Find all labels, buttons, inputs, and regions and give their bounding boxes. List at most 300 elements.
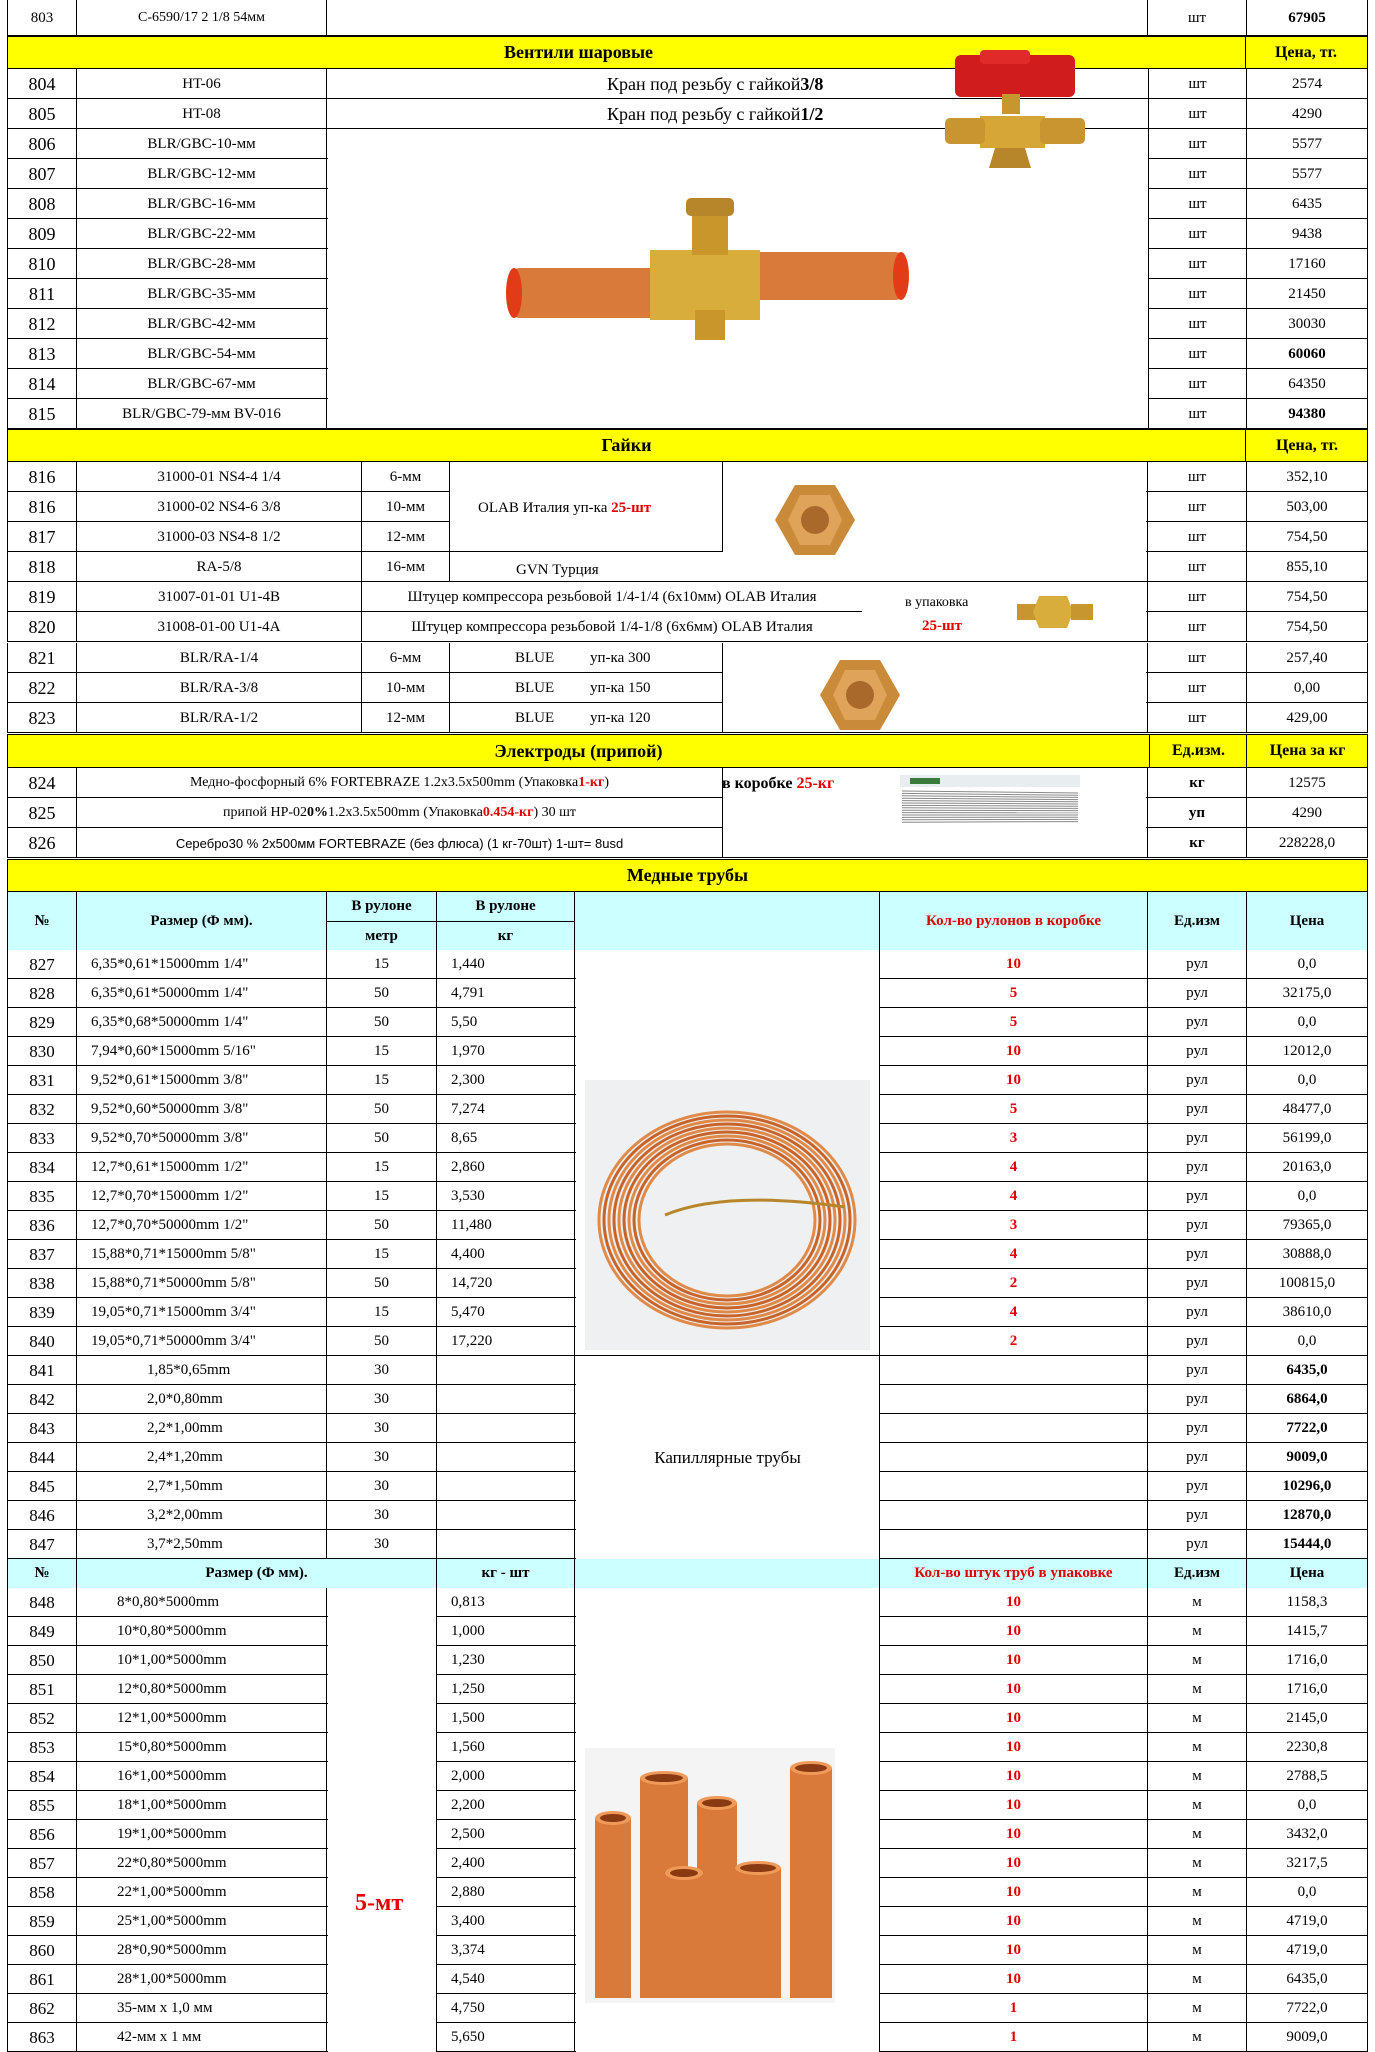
item-code: BLR/RA-3/8 xyxy=(77,673,362,703)
weight-kg xyxy=(437,1530,575,1559)
length-m: 50 xyxy=(327,979,437,1008)
price: 352,10 xyxy=(1247,462,1368,492)
row-number: 852 xyxy=(7,1704,77,1733)
row-number: 851 xyxy=(7,1675,77,1704)
item-code: BLR/GBC-54-мм xyxy=(77,339,327,369)
rolls-per-box: 10 xyxy=(880,1066,1148,1095)
row-number: 812 xyxy=(7,309,77,339)
table-row xyxy=(7,673,1368,703)
price: 32175,0 xyxy=(1247,979,1368,1008)
price-header: Цена, тг. xyxy=(1245,37,1366,68)
price: 4719,0 xyxy=(1247,1907,1368,1936)
kg-header: кг - шт xyxy=(437,1559,575,1588)
weight-kg xyxy=(437,1356,575,1385)
row-number: 831 xyxy=(7,1066,77,1095)
brazing-rods-image xyxy=(900,775,1080,825)
weight-kg: 1,230 xyxy=(437,1646,575,1675)
weight-kg: 1,560 xyxy=(437,1733,575,1762)
price: 10296,0 xyxy=(1247,1472,1368,1501)
item-code: HT-06 xyxy=(77,69,327,99)
item-code: 31000-01 NS4-4 1/4 xyxy=(77,462,362,492)
pack-qty: 25-шт xyxy=(922,618,962,635)
length-m: 30 xyxy=(327,1501,437,1530)
row-number: 842 xyxy=(7,1385,77,1414)
price: 6435,0 xyxy=(1247,1356,1368,1385)
row-number: 807 xyxy=(7,159,77,189)
item-description xyxy=(327,0,1148,36)
pack-qty: 25-шт xyxy=(611,500,651,516)
fitting-image xyxy=(1015,592,1095,632)
item-code: BLR/RA-1/2 xyxy=(77,703,362,733)
row-number: 828 xyxy=(7,979,77,1008)
row-number: 847 xyxy=(7,1530,77,1559)
tube-size: 16*1,00*5000mm xyxy=(77,1762,327,1791)
unit: рул xyxy=(1148,1530,1247,1559)
row-number: 849 xyxy=(7,1617,77,1646)
row-number: 845 xyxy=(7,1472,77,1501)
row-number: 808 xyxy=(7,189,77,219)
box-label: в коробке 25-кг xyxy=(722,775,834,793)
row-number: 862 xyxy=(7,1994,77,2023)
desc-text: Кран под резьбу с гайкой xyxy=(607,104,800,125)
unit: уп xyxy=(1148,798,1247,828)
rolls-per-box: 5 xyxy=(880,979,1148,1008)
unit: рул xyxy=(1148,1008,1247,1037)
price: 3217,5 xyxy=(1247,1849,1368,1878)
price: 7722,0 xyxy=(1247,1414,1368,1443)
price: 1716,0 xyxy=(1247,1646,1368,1675)
unit: рул xyxy=(1148,1153,1247,1182)
weight-kg: 5,470 xyxy=(437,1298,575,1327)
unit: шт xyxy=(1148,643,1247,673)
merged-cell xyxy=(328,1588,436,2052)
unit: шт xyxy=(1148,0,1247,36)
price: 0,00 xyxy=(1247,673,1368,703)
length-m: 15 xyxy=(327,950,437,979)
item-code: BLR/GBC-22-мм xyxy=(77,219,327,249)
weight-kg: 3,530 xyxy=(437,1182,575,1211)
copper-pipes-image xyxy=(585,1748,835,2003)
weight-kg: 14,720 xyxy=(437,1269,575,1298)
weight-kg xyxy=(437,1472,575,1501)
length-m: 15 xyxy=(327,1153,437,1182)
merged-cell xyxy=(723,643,1146,732)
weight-kg: 4,540 xyxy=(437,1965,575,1994)
row-number: 861 xyxy=(7,1965,77,1994)
price: 56199,0 xyxy=(1247,1124,1368,1153)
qty-per-pack: 1 xyxy=(880,1994,1148,2023)
weight-kg: 7,274 xyxy=(437,1095,575,1124)
unit: рул xyxy=(1148,1124,1247,1153)
row-number: 825 xyxy=(7,798,77,828)
length-m: 30 xyxy=(327,1356,437,1385)
tube-size: 28*0,90*5000mm xyxy=(77,1936,327,1965)
brand-cell xyxy=(450,643,723,673)
row-number: 843 xyxy=(7,1414,77,1443)
brand: BLUE xyxy=(515,710,590,727)
weight-kg: 1,000 xyxy=(437,1617,575,1646)
unit: рул xyxy=(1148,1240,1247,1269)
tube-size: 8*0,80*5000mm xyxy=(77,1588,327,1617)
item-code: BLR/GBC-67-мм xyxy=(77,369,327,399)
unit: м xyxy=(1148,1820,1247,1849)
copper-coil-image xyxy=(585,1080,870,1350)
kg-header xyxy=(437,892,575,950)
unit: м xyxy=(1148,1936,1247,1965)
section-title: Медные трубы xyxy=(8,860,1367,891)
size: 10-мм xyxy=(362,673,450,703)
hand-valve-image xyxy=(940,50,1100,180)
price: 12870,0 xyxy=(1247,1501,1368,1530)
section-header-nuts xyxy=(7,429,1368,462)
tube-size: 12*0,80*5000mm xyxy=(77,1675,327,1704)
unit: шт xyxy=(1148,279,1247,309)
weight-kg: 3,400 xyxy=(437,1907,575,1936)
price: 30030 xyxy=(1247,309,1368,339)
table-row xyxy=(7,643,1368,673)
price: 0,0 xyxy=(1247,1008,1368,1037)
price: 100815,0 xyxy=(1247,1269,1368,1298)
unit: шт xyxy=(1148,552,1247,582)
row-number: 824 xyxy=(7,768,77,798)
row-number: 814 xyxy=(7,369,77,399)
weight-kg: 5,650 xyxy=(437,2023,575,2052)
price: 17160 xyxy=(1247,249,1368,279)
unit: рул xyxy=(1148,979,1247,1008)
tube-size: 10*1,00*5000mm xyxy=(77,1646,327,1675)
unit-header: Ед.изм. xyxy=(1149,735,1247,767)
weight-kg: 1,970 xyxy=(437,1037,575,1066)
tube-size: 19,05*0,71*50000mm 3/4" xyxy=(77,1327,327,1356)
table-row xyxy=(7,828,1368,858)
tube-size: 6,35*0,61*50000mm 1/4" xyxy=(77,979,327,1008)
size: 6-мм xyxy=(362,643,450,673)
row-number: 832 xyxy=(7,1095,77,1124)
unit: шт xyxy=(1148,703,1247,733)
price: 1716,0 xyxy=(1247,1675,1368,1704)
flare-nut-image xyxy=(815,655,895,725)
price: 2788,5 xyxy=(1247,1762,1368,1791)
item-description: Медно-фосфорный 6% FORTEBRAZE 1.2x3.5x500mm (Упаковка 1-кг ) xyxy=(77,768,723,798)
qty-per-pack: 10 xyxy=(880,1849,1148,1878)
qty-per-pack: 10 xyxy=(880,1791,1148,1820)
unit: м xyxy=(1148,2023,1247,2052)
row-number: 863 xyxy=(7,2023,77,2052)
weight-kg: 11,480 xyxy=(437,1211,575,1240)
tube-size: 2,4*1,20mm xyxy=(77,1443,327,1472)
pack-qty: 0.454-кг xyxy=(483,805,534,821)
meter-header xyxy=(327,892,437,950)
brand-cell xyxy=(450,673,723,703)
row-number: 844 xyxy=(7,1443,77,1472)
row-number: 858 xyxy=(7,1878,77,1907)
weight-kg: 4,791 xyxy=(437,979,575,1008)
price: 0,0 xyxy=(1247,950,1368,979)
unit-header: Ед.изм xyxy=(1148,892,1247,950)
tube-size: 2,2*1,00mm xyxy=(77,1414,327,1443)
length-m: 30 xyxy=(327,1530,437,1559)
rolls-per-box xyxy=(880,1443,1148,1472)
size: 12-мм xyxy=(362,522,450,552)
price: 754,50 xyxy=(1247,582,1368,612)
price-header: Цена xyxy=(1247,892,1368,950)
weight-kg: 2,000 xyxy=(437,1762,575,1791)
unit-header: Ед.изм xyxy=(1148,1559,1247,1588)
pack: уп-ка 120 xyxy=(590,710,651,727)
rolls-per-box: 3 xyxy=(880,1124,1148,1153)
image-header xyxy=(575,892,880,950)
item-description: Штуцер компрессора резьбовой 1/4-1/4 (6x10мм) OLAB Италия xyxy=(362,582,862,612)
unit: шт xyxy=(1148,219,1247,249)
unit: рул xyxy=(1148,1472,1247,1501)
row-number: 836 xyxy=(7,1211,77,1240)
price: 3432,0 xyxy=(1247,1820,1368,1849)
price-header: Цена, тг. xyxy=(1245,430,1368,461)
unit: шт xyxy=(1148,673,1247,703)
qty-per-pack: 10 xyxy=(880,1704,1148,1733)
tube-size: 12,7*0,70*15000mm 1/2" xyxy=(77,1182,327,1211)
price: 6435 xyxy=(1247,189,1368,219)
tube-size: 42-мм х 1 мм xyxy=(77,2023,327,2052)
rolls-per-box: 2 xyxy=(880,1269,1148,1298)
tube-size: 25*1,00*5000mm xyxy=(77,1907,327,1936)
price-header: Цена xyxy=(1247,1559,1368,1588)
tube-size: 1,85*0,65mm xyxy=(77,1356,327,1385)
section-header-electrodes xyxy=(7,734,1368,768)
item-code: BLR/GBC-16-мм xyxy=(77,189,327,219)
weight-kg: 2,860 xyxy=(437,1153,575,1182)
qty-per-pack: 10 xyxy=(880,1762,1148,1791)
unit: м xyxy=(1148,1588,1247,1617)
in-roll-label: В рулоне xyxy=(437,892,574,922)
price: 67905 xyxy=(1247,0,1368,36)
merged-cell xyxy=(862,583,1146,641)
size: 12-мм xyxy=(362,703,450,733)
row-number: 834 xyxy=(7,1153,77,1182)
percent: 0% xyxy=(307,805,328,821)
row-number: 841 xyxy=(7,1356,77,1385)
price: 12575 xyxy=(1247,768,1368,798)
tube-size: 10*0,80*5000mm xyxy=(77,1617,327,1646)
tube-size: 15,88*0,71*15000mm 5/8" xyxy=(77,1240,327,1269)
unit: рул xyxy=(1148,1327,1247,1356)
unit: м xyxy=(1148,1646,1247,1675)
price: 30888,0 xyxy=(1247,1240,1368,1269)
price: 503,00 xyxy=(1247,492,1368,522)
tube-size: 22*0,80*5000mm xyxy=(77,1849,327,1878)
tube-size: 9,52*0,60*50000mm 3/8" xyxy=(77,1095,327,1124)
row-number: 860 xyxy=(7,1936,77,1965)
row-number: 837 xyxy=(7,1240,77,1269)
item-code: BLR/GBC-12-мм xyxy=(77,159,327,189)
capillary-label: Капиллярные трубы xyxy=(576,1356,879,1559)
qty-per-pack: 10 xyxy=(880,1907,1148,1936)
item-code: 31007-01-01 U1-4B xyxy=(77,582,362,612)
price: 257,40 xyxy=(1247,643,1368,673)
table-row xyxy=(7,768,1368,798)
desc-size: 1/2 xyxy=(800,104,823,125)
length-m: 50 xyxy=(327,1095,437,1124)
num-header: № xyxy=(7,892,77,950)
price: 1158,3 xyxy=(1247,1588,1368,1617)
table-row xyxy=(7,552,1368,582)
rolls-per-box: 4 xyxy=(880,1298,1148,1327)
unit: шт xyxy=(1148,522,1247,552)
unit: шт xyxy=(1148,582,1247,612)
price: 38610,0 xyxy=(1247,1298,1368,1327)
price: 21450 xyxy=(1247,279,1368,309)
row-number: 822 xyxy=(7,673,77,703)
weight-kg xyxy=(437,1414,575,1443)
item-description: Штуцер компрессора резьбовой 1/4-1/8 (6x6мм) OLAB Италия xyxy=(362,612,862,642)
price: 0,0 xyxy=(1247,1878,1368,1907)
size-header: Размер (Ф мм). xyxy=(77,1559,437,1588)
olab-label: OLAB Италия уп-ка 25-шт xyxy=(478,500,651,517)
unit: шт xyxy=(1148,159,1247,189)
row-number: 853 xyxy=(7,1733,77,1762)
row-number: 835 xyxy=(7,1182,77,1211)
unit: рул xyxy=(1148,1066,1247,1095)
price: 2145,0 xyxy=(1247,1704,1368,1733)
box-qty: 25-кг xyxy=(796,775,834,792)
row-number: 809 xyxy=(7,219,77,249)
unit: шт xyxy=(1148,462,1247,492)
pack-label: в упаковка xyxy=(905,595,968,611)
ball-valve-image xyxy=(500,190,920,350)
size: 10-мм xyxy=(362,492,450,522)
weight-kg: 17,220 xyxy=(437,1327,575,1356)
row-number: 826 xyxy=(7,828,77,858)
tube-size: 19*1,00*5000mm xyxy=(77,1820,327,1849)
unit: шт xyxy=(1148,249,1247,279)
item-code: BLR/RA-1/4 xyxy=(77,643,362,673)
price: 855,10 xyxy=(1247,552,1368,582)
length-m: 30 xyxy=(327,1414,437,1443)
length-m: 15 xyxy=(327,1037,437,1066)
price: 9009,0 xyxy=(1247,1443,1368,1472)
tube-size: 22*1,00*5000mm xyxy=(77,1878,327,1907)
row-number: 806 xyxy=(7,129,77,159)
qty-per-pack: 10 xyxy=(880,1936,1148,1965)
rolls-per-box xyxy=(880,1472,1148,1501)
row-number: 803 xyxy=(7,0,77,36)
price: 0,0 xyxy=(1247,1066,1368,1095)
unit: м xyxy=(1148,1965,1247,1994)
length-m: 30 xyxy=(327,1443,437,1472)
price: 5577 xyxy=(1247,159,1368,189)
rolls-header: Кол-во рулонов в коробке xyxy=(880,892,1148,950)
rolls-per-box: 5 xyxy=(880,1008,1148,1037)
unit: рул xyxy=(1148,1443,1247,1472)
pack-qty: 1-кг xyxy=(578,775,604,791)
tube-size: 15*0,80*5000mm xyxy=(77,1733,327,1762)
row-number: 818 xyxy=(7,552,77,582)
unit: м xyxy=(1148,1907,1247,1936)
row-number: 850 xyxy=(7,1646,77,1675)
weight-kg: 1,500 xyxy=(437,1704,575,1733)
price: 754,50 xyxy=(1247,522,1368,552)
price: 754,50 xyxy=(1247,612,1368,642)
rolls-per-box xyxy=(880,1501,1148,1530)
unit: шт xyxy=(1148,369,1247,399)
unit: м xyxy=(1148,1994,1247,2023)
row-number: 838 xyxy=(7,1269,77,1298)
num-header: № xyxy=(7,1559,77,1588)
table-row xyxy=(7,612,1368,642)
tube-size: 15,88*0,71*50000mm 5/8" xyxy=(77,1269,327,1298)
price: 20163,0 xyxy=(1247,1153,1368,1182)
weight-kg: 5,50 xyxy=(437,1008,575,1037)
weight-kg xyxy=(437,1501,575,1530)
price: 228228,0 xyxy=(1247,828,1368,858)
item-description: припой HP-02 0% 1.2x3.5x500mm (Упаковка 0.454-кг ) 30 шт xyxy=(77,798,723,828)
tube-size: 12*1,00*5000mm xyxy=(77,1704,327,1733)
length-m: 15 xyxy=(327,1298,437,1327)
section-title: Электроды (припой) xyxy=(8,735,1149,767)
unit: шт xyxy=(1148,309,1247,339)
tube-size: 2,0*0,80mm xyxy=(77,1385,327,1414)
tube-size: 9,52*0,61*15000mm 3/8" xyxy=(77,1066,327,1095)
row-number: 816 xyxy=(7,492,77,522)
price: 6864,0 xyxy=(1247,1385,1368,1414)
section-header-valves xyxy=(7,36,1368,69)
unit: шт xyxy=(1148,612,1247,642)
price: 15444,0 xyxy=(1247,1530,1368,1559)
price: 12012,0 xyxy=(1247,1037,1368,1066)
qty-per-pack: 1 xyxy=(880,2023,1148,2052)
row-number: 804 xyxy=(7,69,77,99)
row-number: 857 xyxy=(7,1849,77,1878)
meter-label: метр xyxy=(365,922,398,950)
tube-size: 9,52*0,70*50000mm 3/8" xyxy=(77,1124,327,1153)
tube-size: 6,35*0,68*50000mm 1/4" xyxy=(77,1008,327,1037)
table-row xyxy=(7,798,1368,828)
price: 0,0 xyxy=(1247,1791,1368,1820)
price: 79365,0 xyxy=(1247,1211,1368,1240)
rolls-per-box: 4 xyxy=(880,1153,1148,1182)
tube-size: 12,7*0,61*15000mm 1/2" xyxy=(77,1153,327,1182)
length-m: 15 xyxy=(327,1240,437,1269)
item-code: 31000-02 NS4-6 3/8 xyxy=(77,492,362,522)
item-code: RA-5/8 xyxy=(77,552,362,582)
qty-per-pack: 10 xyxy=(880,1965,1148,1994)
row-number: 817 xyxy=(7,522,77,552)
tube-size: 6,35*0,61*15000mm 1/4" xyxy=(77,950,327,979)
qty-per-pack: 10 xyxy=(880,1646,1148,1675)
qty-per-pack: 10 xyxy=(880,1675,1148,1704)
price: 2574 xyxy=(1247,69,1368,99)
tube-size: 2,7*1,50mm xyxy=(77,1472,327,1501)
price: 4290 xyxy=(1247,798,1368,828)
flare-nut-image xyxy=(770,480,860,560)
price: 9438 xyxy=(1247,219,1368,249)
item-code: BLR/GBC-79-мм BV-016 xyxy=(77,399,327,429)
unit: кг xyxy=(1148,768,1247,798)
size: 6-мм xyxy=(362,462,450,492)
length-m: 30 xyxy=(327,1472,437,1501)
tube-length-label: 5-мт xyxy=(355,1890,403,1917)
length-m: 30 xyxy=(327,1385,437,1414)
section-title: Гайки xyxy=(8,430,1245,461)
price: 64350 xyxy=(1247,369,1368,399)
price: 1415,7 xyxy=(1247,1617,1368,1646)
section-title: Вентили шаровые xyxy=(8,37,1149,68)
size: 16-мм xyxy=(362,552,450,582)
row-number: 823 xyxy=(7,703,77,733)
tube-size: 19,05*0,71*15000mm 3/4" xyxy=(77,1298,327,1327)
tube-size: 18*1,00*5000mm xyxy=(77,1791,327,1820)
pack: уп-ка 300 xyxy=(590,650,651,667)
